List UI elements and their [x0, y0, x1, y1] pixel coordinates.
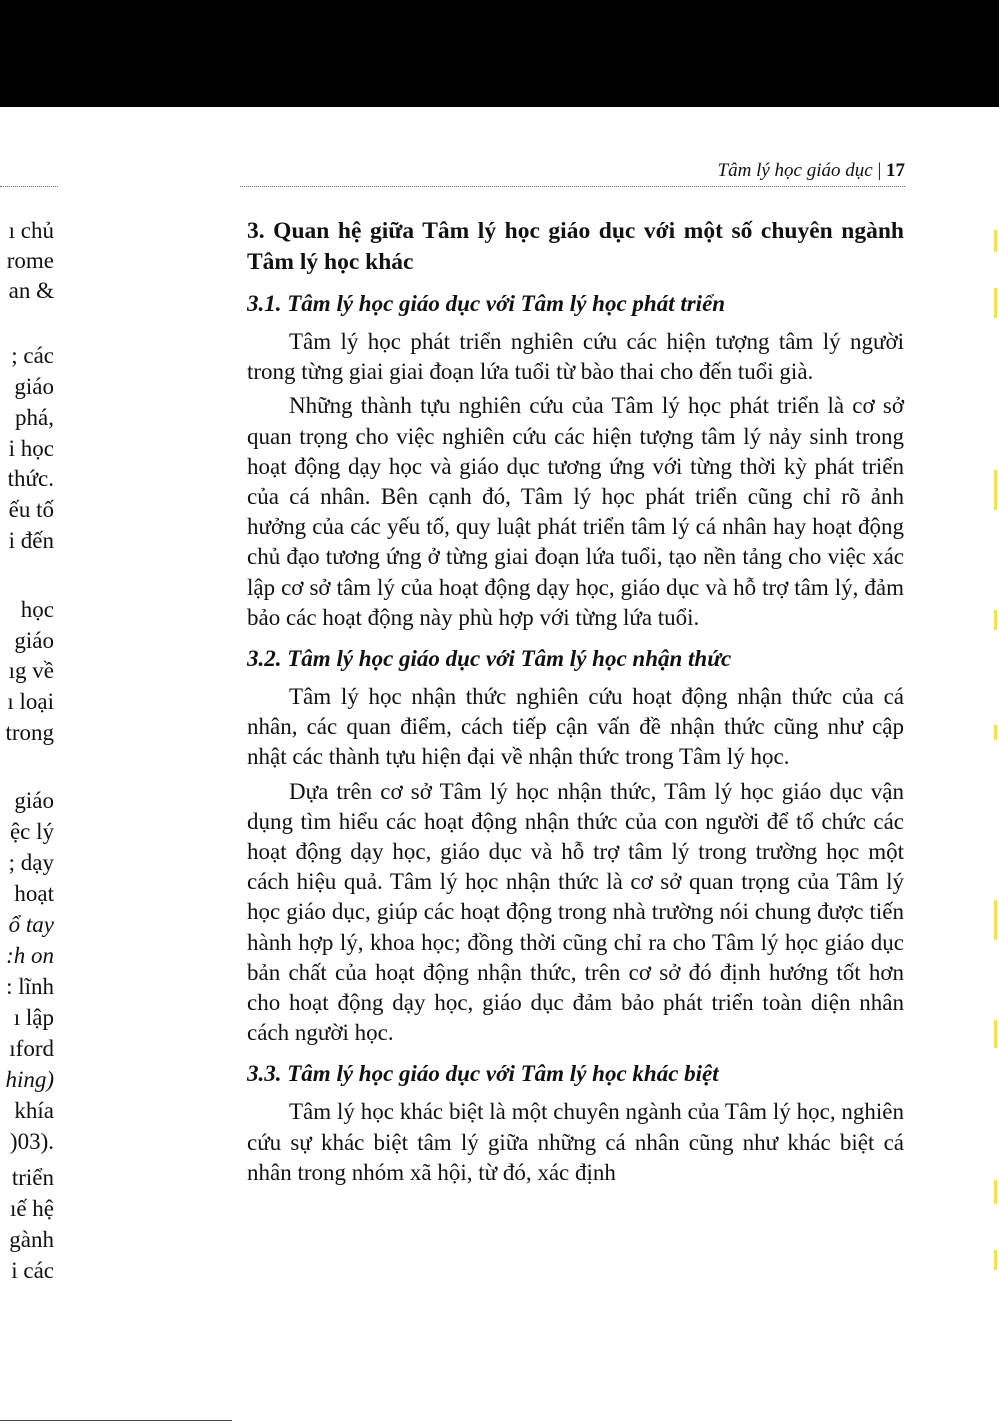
left-fragment-line: i học	[8, 436, 54, 461]
left-fragment-line: i đến	[8, 528, 54, 553]
header-separator: |	[877, 160, 882, 181]
left-fragment-line: rome	[6, 248, 54, 273]
running-header	[240, 160, 905, 187]
left-fragment-line: gành	[9, 1227, 54, 1252]
page-number: 17	[886, 160, 905, 181]
left-fragment-line: ệc lý	[9, 819, 54, 844]
left-fragment-line: an &	[8, 278, 54, 303]
left-fragment-line: : lĩnh	[6, 974, 54, 999]
left-fragment-line: ; dạy	[8, 850, 54, 875]
left-fragment-line: ı chủ	[8, 218, 54, 243]
left-fragment-line: ı lập	[13, 1005, 54, 1030]
scan-top-black-bar	[0, 0, 999, 107]
left-fragment-line: ıford	[9, 1036, 54, 1061]
paragraph: Tâm lý học phát triển nghiên cứu các hiện tượng tâm lý người trong từng giai giai đoạn lứa tuổi từ bào thai cho đến tuổi già.	[247, 329, 904, 385]
left-fragment-line: ếu tố	[8, 497, 54, 522]
subsection-heading-3-2: 3.2. Tâm lý học giáo dục với Tâm lý học nhận thức	[247, 646, 732, 672]
left-fragment-line: khía	[14, 1098, 54, 1123]
left-fragment-line: ı loại	[7, 689, 54, 714]
running-title: Tâm lý học giáo dục	[717, 160, 873, 181]
paragraph: Tâm lý học khác biệt là một chuyên ngành của Tâm lý học, nghiên cứu sự khác biệt tâm lý giữa những cá nhân cũng như khác biệt cá nhân trong nhóm xã hội, từ đó, xác định	[247, 1099, 904, 1185]
left-fragment-line: ıg về	[8, 658, 54, 683]
left-fragment-line: triển	[11, 1165, 54, 1190]
subsection-heading-3-1: 3.1. Tâm lý học giáo dục với Tâm lý học phát triển	[247, 291, 726, 316]
left-fragment-line: :h on	[6, 943, 54, 968]
main-text-column	[247, 216, 904, 1192]
left-page-header-rule	[0, 186, 58, 187]
left-fragment-line: ıế hệ	[9, 1196, 54, 1221]
subsection-heading-3-3: 3.3. Tâm lý học giáo dục với Tâm lý học khác biệt	[247, 1061, 719, 1087]
left-fragment-line: hing)	[5, 1067, 54, 1092]
paragraph: Những thành tựu nghiên cứu của Tâm lý học phát triển là cơ sở quan trọng cho việc nghiên cứu các hiện tượng tâm lý nảy sinh trong hoạt động dạy học và giáo dục tương ứng với từng thời kỳ phát triển của cá nhân. Bên cạnh đó, Tâm lý học phát triển cũng chỉ rõ ảnh hưởng của các yếu tố, quy luật phát triển tâm lý cá nhân hay hoạt động chủ đạo tương ứng ở từng giai đoạn lứa tuổi, tạo nền tảng cho việc xác lập cơ sở tâm lý của hoạt động dạy học, giáo dục và hỗ trợ tâm lý, đảm bảo các hoạt động này phù hợp với từng lứa tuổi.	[247, 393, 904, 630]
left-fragment-line: ổ tay	[8, 912, 54, 937]
left-fragment-line: giáo	[14, 628, 54, 653]
left-fragment-line: học	[20, 597, 54, 622]
paragraph: Tâm lý học nhận thức nghiên cứu hoạt động nhận thức của cá nhân, các quan điểm, cách tiếp cận vấn đề nhận thức cũng như cập nhật các thành tựu hiện đại về nhận thức trong Tâm lý học.	[247, 684, 904, 770]
left-fragment-line: thức.	[7, 466, 54, 491]
left-fragment-line: ; các	[11, 343, 54, 368]
left-fragment-line: giáo	[14, 374, 54, 399]
section-heading: 3. Quan hệ giữa Tâm lý học giáo dục với một số chuyên ngành Tâm lý học khác	[247, 218, 904, 275]
left-fragment-line: phá,	[15, 405, 54, 430]
left-fragment-line: i các	[11, 1258, 54, 1283]
left-fragment-line: hoạt	[14, 881, 54, 906]
left-fragment-line: )03).	[9, 1129, 54, 1154]
footnote-rule	[0, 1420, 232, 1421]
left-fragment-line: giáo	[14, 788, 54, 813]
left-fragment-line: trong	[5, 720, 54, 745]
paragraph: Dựa trên cơ sở Tâm lý học nhận thức, Tâm lý học giáo dục vận dụng tìm hiểu các hoạt động nhận thức của con người để tổ chức các hoạt động dạy học, giáo dục và hỗ trợ tâm lý trong trường học một cách hiệu quả. Tâm lý học nhận thức là cơ sở quan trọng của Tâm lý học giáo dục, giúp các hoạt động trong nhà trường nói chung được tiến hành hợp lý, khoa học; đồng thời cũng chỉ ra cho Tâm lý học giáo dục bản chất của hoạt động nhận thức, trên cơ sở đó định hướng tốt hơn cho hoạt động dạy học, giáo dục đảm bảo phát triển toàn diện nhân cách người học.	[247, 778, 904, 1046]
